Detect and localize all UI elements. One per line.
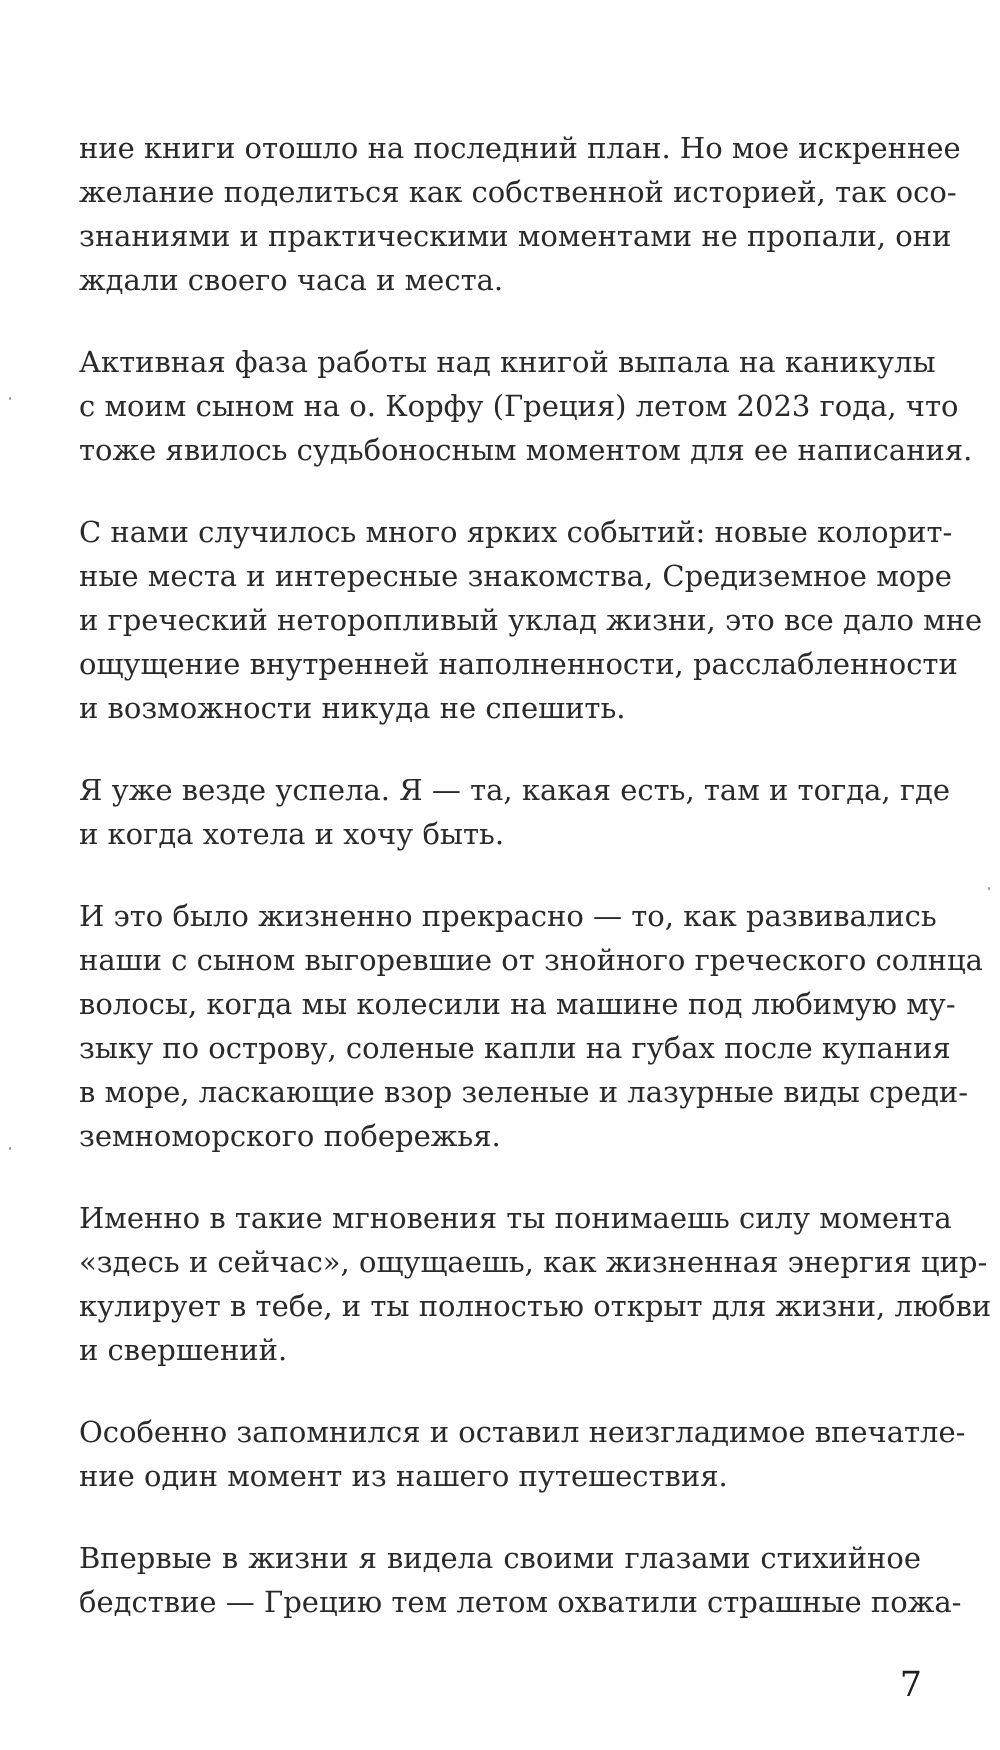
text-line: Я уже везде успела. Я — та, какая есть, там и тогда, где	[79, 773, 951, 807]
paragraph	[79, 1196, 992, 1372]
text-line: желание поделиться как собственной историей, так осо-	[79, 175, 957, 209]
text-line: ние один момент из нашего путешествия.	[79, 1459, 728, 1493]
text-line: бедствие — Грецию тем летом охватили страшные пожа-	[79, 1585, 962, 1619]
body-text	[79, 126, 992, 1624]
text-line: земноморского побережья.	[79, 1119, 501, 1153]
paragraph	[79, 1536, 962, 1624]
text-line: ждали своего часа и места.	[79, 263, 504, 297]
text-line: Впервые в жизни я видела своими глазами стихийное	[79, 1541, 921, 1575]
page-number: 7	[899, 1665, 922, 1705]
text-line: «здесь и сейчас», ощущаешь, как жизненная энергия цир-	[79, 1245, 988, 1279]
text-line: Именно в такие мгновения ты понимаешь силу момента	[79, 1201, 952, 1235]
scan-speck	[988, 887, 990, 890]
text-line: в море, ласкающие взор зеленые и лазурные виды среди-	[79, 1075, 969, 1109]
paragraph	[79, 126, 961, 302]
text-line: знаниями и практическими моментами не пропали, они	[79, 219, 952, 253]
text-line: волосы, когда мы колесили на машине под любимую му-	[79, 987, 956, 1021]
paragraph	[79, 894, 983, 1158]
text-line: зыку по острову, соленые капли на губах после купания	[79, 1031, 951, 1065]
text-line: и когда хотела и хочу быть.	[79, 817, 505, 851]
scan-speck	[9, 397, 11, 400]
text-line: ные места и интересные знакомства, Средиземное море	[79, 559, 952, 593]
text-line: и возможности никуда не спешить.	[79, 691, 626, 725]
text-line: и свершений.	[79, 1333, 288, 1367]
text-line: И это было жизненно прекрасно — то, как развивались	[79, 899, 937, 933]
text-line: кулирует в тебе, и ты полностью открыт для жизни, любви	[79, 1289, 992, 1323]
text-line: и греческий неторопливый уклад жизни, это все дало мне	[79, 603, 983, 637]
paragraph	[79, 768, 951, 856]
paragraph	[79, 340, 973, 472]
text-line: наши с сыном выгоревшие от знойного греческого солнца	[79, 943, 983, 977]
scan-speck	[9, 1147, 11, 1150]
text-line: Особенно запомнился и оставил неизгладимое впечатле-	[79, 1415, 966, 1449]
text-line: тоже явилось судьбоносным моментом для ее написания.	[79, 433, 973, 467]
text-line: ощущение внутренней наполненности, расслабленности	[79, 647, 958, 681]
text-line: С нами случилось много ярких событий: новые колорит-	[79, 515, 953, 549]
paragraph	[79, 510, 983, 730]
text-line: ние книги отошло на последний план. Но мое искреннее	[79, 131, 961, 165]
text-line: Активная фаза работы над книгой выпала на каникулы	[79, 345, 936, 379]
text-line: с моим сыном на о. Корфу (Греция) летом 2023 года, что	[79, 389, 959, 423]
paragraph	[79, 1410, 966, 1498]
